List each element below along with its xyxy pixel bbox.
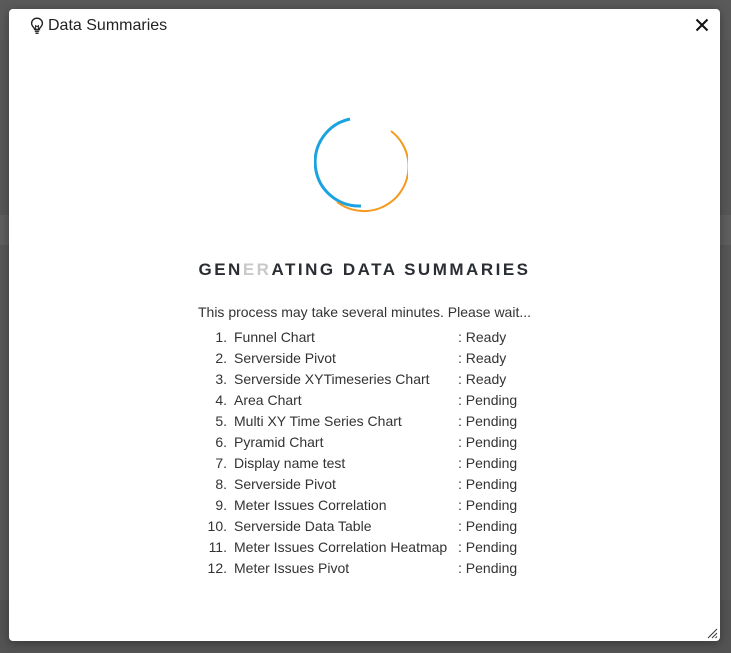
item-number: 12. bbox=[207, 560, 227, 576]
item-name: Meter Issues Correlation bbox=[234, 497, 387, 513]
item-name: Serverside Data Table bbox=[234, 518, 372, 534]
item-number: 9. bbox=[215, 497, 227, 513]
list-item bbox=[205, 537, 585, 558]
item-status: : Pending bbox=[458, 497, 518, 513]
item-status: : Ready bbox=[458, 329, 507, 345]
item-name: Pyramid Chart bbox=[234, 434, 324, 450]
list-item bbox=[205, 411, 585, 432]
item-name: Serverside Pivot bbox=[234, 350, 336, 366]
resize-handle-icon[interactable] bbox=[706, 627, 718, 639]
item-name: Meter Issues Pivot bbox=[234, 560, 350, 576]
item-status: : Pending bbox=[458, 539, 518, 555]
modal-title: Data Summaries bbox=[48, 17, 168, 34]
item-status: : Pending bbox=[458, 413, 518, 429]
item-number: 5. bbox=[215, 413, 227, 429]
item-status: : Pending bbox=[458, 560, 518, 576]
close-icon[interactable] bbox=[692, 15, 712, 35]
wait-message: This process may take several minutes. Please wait... bbox=[197, 304, 532, 320]
loading-spinner-icon bbox=[314, 116, 408, 216]
list-item bbox=[205, 390, 585, 411]
item-status: : Pending bbox=[458, 434, 518, 450]
list-item bbox=[205, 369, 585, 390]
list-item bbox=[205, 348, 585, 369]
modal-header bbox=[9, 9, 720, 43]
item-number: 7. bbox=[215, 455, 227, 471]
heading-part-2: ER bbox=[242, 260, 272, 279]
list-item bbox=[205, 474, 585, 495]
data-summaries-modal bbox=[9, 9, 720, 641]
generating-heading bbox=[9, 260, 720, 280]
item-name: Multi XY Time Series Chart bbox=[234, 413, 402, 429]
spinner-arc-orange bbox=[337, 131, 408, 211]
item-status: : Pending bbox=[458, 392, 518, 408]
item-number: 1. bbox=[215, 329, 227, 345]
heading-part-1: GEN bbox=[198, 260, 243, 279]
item-name: Funnel Chart bbox=[234, 329, 315, 345]
spinner-arc-blue bbox=[315, 119, 361, 206]
item-number: 8. bbox=[215, 476, 227, 492]
heading-part-3: ATING DATA SUMMARIES bbox=[271, 260, 531, 279]
item-status: : Ready bbox=[458, 371, 507, 387]
item-status: : Pending bbox=[458, 455, 518, 471]
item-number: 6. bbox=[215, 434, 227, 450]
list-item bbox=[205, 453, 585, 474]
item-name: Serverside Pivot bbox=[234, 476, 336, 492]
item-status: : Pending bbox=[458, 476, 518, 492]
item-status: : Pending bbox=[458, 518, 518, 534]
lightbulb-icon bbox=[30, 17, 44, 35]
item-number: 3. bbox=[215, 371, 227, 387]
list-item bbox=[205, 558, 585, 579]
list-item bbox=[205, 327, 585, 348]
list-item bbox=[205, 495, 585, 516]
item-name: Serverside XYTimeseries Chart bbox=[234, 371, 430, 387]
summary-list bbox=[205, 327, 585, 579]
item-number: 2. bbox=[215, 350, 227, 366]
item-number: 10. bbox=[207, 518, 227, 534]
list-item bbox=[205, 516, 585, 537]
item-number: 4. bbox=[215, 392, 227, 408]
item-name: Meter Issues Correlation Heatmap bbox=[234, 539, 448, 555]
item-name: Display name test bbox=[234, 455, 346, 471]
item-status: : Ready bbox=[458, 350, 507, 366]
item-name: Area Chart bbox=[234, 392, 302, 408]
item-number: 11. bbox=[208, 539, 227, 555]
list-item bbox=[205, 432, 585, 453]
